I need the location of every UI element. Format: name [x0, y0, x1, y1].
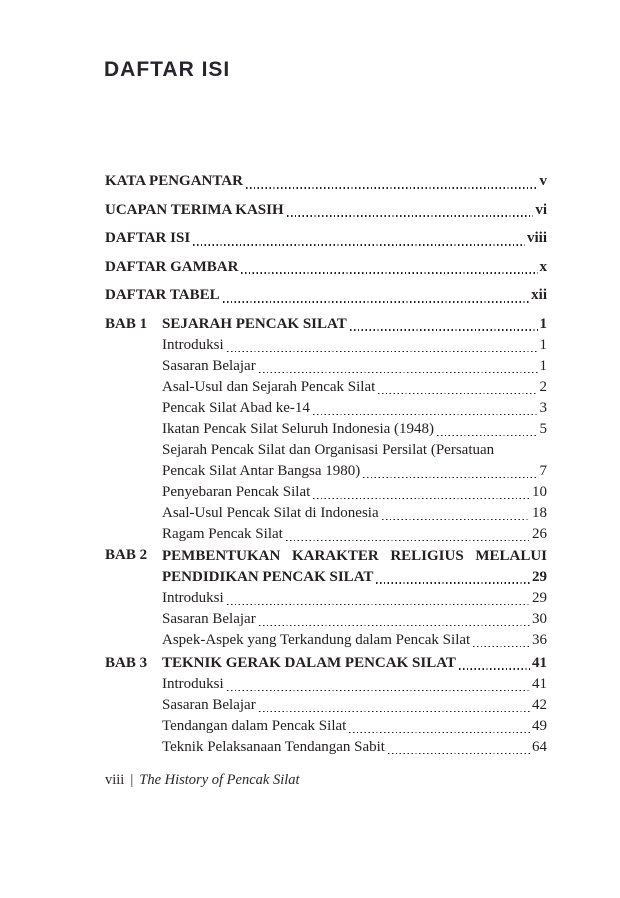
toc-sub-entry — [162, 482, 547, 503]
dot-leader — [378, 393, 537, 394]
toc-entry-title: Ragam Pencak Silat — [162, 525, 283, 542]
toc-entry-title: Sasaran Belajar — [162, 610, 256, 627]
chapter-title: TEKNIK GERAK DALAM PENCAK SILAT — [162, 654, 456, 671]
chapter-title: SEJARAH PENCAK SILAT — [162, 315, 347, 332]
dot-leader — [382, 519, 530, 520]
toc-chapter-bab1 — [105, 314, 547, 545]
toc-entry-title: Sasaran Belajar — [162, 696, 256, 713]
toc-entry-page: 3 — [539, 399, 547, 416]
toc-sub-entry — [162, 398, 547, 419]
toc-entry-page: 49 — [532, 717, 547, 734]
toc-entry-title: Asal-Usul Pencak Silat di Indonesia — [162, 504, 379, 521]
toc-entry-page: 42 — [532, 696, 547, 713]
toc-sub-entry — [162, 716, 547, 737]
toc-sub-entry — [162, 674, 547, 695]
toc-sub-entry — [162, 335, 547, 356]
toc-entry-page: 1 — [539, 336, 547, 353]
toc-entry-page: 30 — [532, 610, 547, 627]
toc-entry-page: vi — [535, 201, 547, 218]
dot-leader — [246, 187, 538, 189]
toc-entry-title: KATA PENGANTAR — [105, 173, 243, 189]
toc-entry-page: 18 — [532, 504, 547, 521]
dot-leader — [223, 301, 530, 303]
dot-leader — [376, 582, 530, 584]
chapter-label: BAB 2 — [105, 546, 148, 563]
chapter-body — [162, 653, 547, 758]
toc-entry-page: 64 — [532, 738, 547, 755]
toc-sub-entry — [162, 737, 547, 758]
toc-entry-page: 5 — [539, 420, 547, 437]
toc-front-entry — [105, 228, 547, 249]
chapter-title-line1: PEMBENTUKAN KARAKTER RELIGIUS MELALUI — [162, 547, 547, 564]
dot-leader — [313, 498, 530, 499]
toc-sub-entry — [162, 503, 547, 524]
toc-entry-title: DAFTAR TABEL — [105, 287, 220, 303]
page-title: DAFTAR ISI — [104, 58, 231, 81]
toc-sub-entry — [162, 588, 547, 609]
chapter-body — [162, 314, 547, 545]
toc-entry-title: Ikatan Pencak Silat Seluruh Indonesia (1948) — [162, 420, 435, 437]
toc-sub-entry — [162, 419, 547, 440]
toc-front-entry — [105, 200, 547, 221]
toc-chapter-bab3 — [105, 653, 547, 758]
toc-front-entry — [105, 257, 547, 278]
toc-front-entry — [105, 171, 547, 192]
toc-sub-entry — [162, 524, 547, 545]
dot-leader — [459, 668, 530, 670]
toc-entry-title: Asal-Usul dan Sejarah Pencak Silat — [162, 378, 376, 395]
toc-entry-title: Introduksi — [162, 589, 224, 606]
dot-leader — [259, 372, 538, 373]
chapter-title-row — [162, 314, 547, 335]
toc-entry-title: Penyebaran Pencak Silat — [162, 483, 311, 500]
dot-leader — [259, 625, 530, 626]
toc-entry-page: 10 — [532, 483, 547, 500]
toc-entry-page: 2 — [539, 378, 547, 395]
dot-leader — [241, 272, 537, 274]
chapter-label: BAB 1 — [105, 315, 148, 332]
chapter-page: 29 — [532, 568, 547, 585]
chapter-page: 41 — [532, 654, 547, 671]
chapter-title-row — [162, 653, 547, 674]
toc-entry-page: 29 — [532, 589, 547, 606]
toc-entry-page: 26 — [532, 525, 547, 542]
dot-leader — [388, 753, 530, 754]
toc-entry-title: Teknik Pelaksanaan Tendangan Sabit — [162, 738, 385, 755]
chapter-title-line2: PENDIDIKAN PENCAK SILAT — [162, 568, 374, 585]
toc-sub-entry-wrap-line2 — [162, 461, 547, 482]
chapter-body — [162, 545, 547, 651]
toc-entry-title: UCAPAN TERIMA KASIH — [105, 201, 284, 218]
dot-leader — [473, 646, 530, 647]
dot-leader — [193, 244, 525, 246]
toc-entry-page: 41 — [532, 675, 547, 692]
toc-entry-page: viii — [526, 230, 547, 246]
chapter-page: 1 — [539, 315, 547, 332]
footer-separator: | — [130, 772, 134, 788]
dot-leader — [227, 351, 538, 352]
toc-entry-page: 1 — [539, 357, 547, 374]
dot-leader — [363, 477, 537, 478]
toc-entry-page: xii — [531, 287, 547, 303]
footer-book-title: The History of Pencak Silat — [139, 772, 300, 788]
chapter-title-row — [162, 567, 547, 588]
toc-entry-title: Introduksi — [162, 675, 224, 692]
toc-entry-title: Tendangan dalam Pencak Silat — [162, 717, 347, 734]
toc-entry-title: Pencak Silat Antar Bangsa 1980) — [162, 462, 361, 479]
dot-leader — [287, 215, 534, 217]
toc-entry-title: DAFTAR GAMBAR — [105, 258, 239, 275]
dot-leader — [313, 414, 538, 415]
toc-sub-entry — [162, 630, 547, 651]
toc-entry-page: 7 — [539, 462, 547, 479]
toc-entry-page: v — [539, 173, 547, 189]
footer-page-number: viii — [105, 772, 125, 788]
toc-sub-entry-wrap-line1: Sejarah Pencak Silat dan Organisasi Persilat (Persatuan — [162, 441, 495, 458]
toc-entry-title: Introduksi — [162, 336, 224, 353]
chapter-label: BAB 3 — [105, 654, 148, 671]
dot-leader — [350, 329, 538, 331]
toc-sub-entry — [162, 609, 547, 630]
dot-leader — [259, 711, 530, 712]
dot-leader — [227, 604, 530, 605]
toc-entry-title: Aspek-Aspek yang Terkandung dalam Pencak Silat — [162, 631, 471, 648]
toc-entry-page: x — [539, 258, 547, 275]
running-footer — [105, 770, 300, 790]
toc-sub-entry — [162, 356, 547, 377]
toc-chapter-bab2 — [105, 545, 547, 651]
toc-entry-title: DAFTAR ISI — [105, 230, 191, 246]
dot-leader — [349, 732, 530, 733]
dot-leader — [227, 690, 530, 691]
toc-entry-title: Sasaran Belajar — [162, 357, 256, 374]
toc-sub-entry — [162, 695, 547, 716]
toc-entry-page: 36 — [532, 631, 547, 648]
toc-front-entry — [105, 285, 547, 306]
table-of-contents — [105, 171, 547, 758]
dot-leader — [437, 435, 537, 436]
dot-leader — [286, 540, 530, 541]
toc-entry-title: Pencak Silat Abad ke-14 — [162, 399, 310, 416]
toc-sub-entry — [162, 377, 547, 398]
